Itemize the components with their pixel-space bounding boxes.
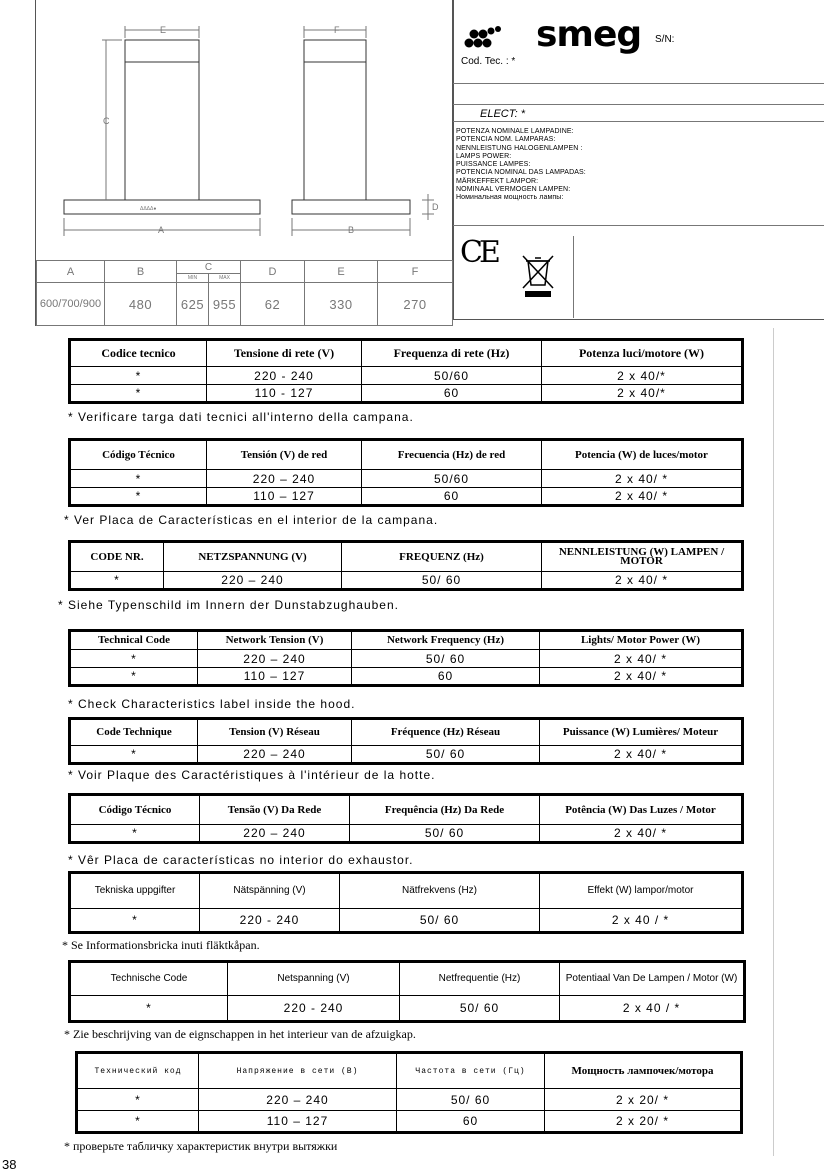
dim-header-b: B: [105, 261, 177, 283]
spec-cell: 220 – 240: [199, 1089, 397, 1111]
spec-header: Fréquence (Hz) Réseau: [352, 719, 540, 746]
spec-header: Codice tecnico: [70, 340, 207, 367]
dim-value-c-max: 955: [209, 283, 241, 326]
spec-cell: *: [70, 996, 228, 1022]
spec-table-en: [68, 629, 744, 687]
ce-mark: CE: [460, 235, 497, 270]
smeg-logo-dots-icon: [464, 25, 504, 49]
spec-cell: 220 - 240: [200, 909, 340, 933]
spec-cell: 2 x 40/ *: [542, 572, 743, 590]
lamp-power-label: Номинальная мощность лампы:: [456, 194, 564, 202]
spec-header: Technical Code: [70, 631, 198, 650]
spec-note-en: * Check Characteristics label inside the hood.: [68, 697, 356, 711]
lamp-power-label: POTENCIA NOM. LAMPARAS:: [456, 136, 556, 144]
spec-table-it: [68, 338, 744, 404]
spec-table-fr: [68, 717, 744, 765]
spec-cell: 2 x 40 / *: [560, 996, 745, 1022]
spec-header: Tensión (V) de red: [207, 440, 362, 470]
spec-header: Code Technique: [70, 719, 198, 746]
spec-cell: 50/ 60: [352, 650, 540, 668]
page-number: 38: [2, 1157, 17, 1172]
dim-value-a: 600/700/900: [37, 283, 105, 326]
spec-header: Tensione di rete (V): [207, 340, 362, 367]
spec-cell: 2 x 40/ *: [540, 668, 743, 686]
brand-logo: smeg: [536, 14, 642, 55]
spec-table-sv: [68, 871, 744, 934]
dim-b-label: B: [348, 225, 355, 235]
spec-cell: 60: [362, 385, 542, 403]
dim-f-label: F: [334, 25, 340, 35]
divider: [453, 225, 824, 226]
spec-note-nl: * Zie beschrijving van de eignschappen in het interieur van de afzuigkap.: [64, 1027, 416, 1041]
spec-note-sv: * Se Informationsbricka inuti fläktkåpan.: [62, 938, 260, 952]
spec-cell: 110 – 127: [198, 668, 352, 686]
cod-tec-label: Cod. Tec. : *: [461, 56, 516, 67]
spec-cell: 50/ 60: [400, 996, 560, 1022]
dim-value-c-min: 625: [177, 283, 209, 326]
spec-cell: 2 x 40/ *: [542, 488, 743, 506]
spec-header: Мощность лампочек/мотора: [545, 1053, 742, 1089]
spec-cell: 2 x 40 / *: [540, 909, 743, 933]
lamp-power-label: LAMPS POWER:: [456, 152, 512, 160]
spec-header: Network Tension (V): [198, 631, 352, 650]
dimension-table: [36, 260, 453, 326]
spec-header: Frecuencia (Hz) de red: [362, 440, 542, 470]
spec-header: Lights/ Motor Power (W): [540, 631, 743, 650]
spec-cell: 60: [397, 1111, 545, 1133]
spec-header: Tekniska uppgifter: [70, 873, 200, 909]
spec-cell: 220 – 240: [200, 825, 350, 843]
spec-cell: 220 – 240: [207, 470, 362, 488]
spec-header: Nätfrekvens (Hz): [340, 873, 540, 909]
spec-cell: 2 x 40/ *: [540, 650, 743, 668]
dim-value-b: 480: [105, 283, 177, 326]
dim-header-c-max: MAX: [209, 274, 241, 283]
lamp-power-label: POTENZA NOMINALE LAMPADINE:: [456, 128, 574, 135]
lamp-power-label: NENNLEISTUNG HALOGENLAMPEN :: [456, 144, 583, 152]
lamp-power-label: POTENCIA NOMINAL DAS LAMPADAS:: [456, 169, 586, 177]
spec-table-pt: [68, 793, 744, 844]
dim-header-d: D: [241, 261, 305, 283]
spec-cell: *: [70, 746, 198, 764]
spec-header: Código Técnico: [70, 795, 200, 825]
spec-header: Potência (W) Das Luzes / Motor: [540, 795, 743, 825]
spec-cell: 2 x 40/ *: [540, 825, 743, 843]
spec-header: Potencia (W) de luces/motor: [542, 440, 743, 470]
spec-header: Netspanning (V): [228, 962, 400, 996]
spec-cell: 2 x 20/ *: [545, 1111, 742, 1133]
spec-header: FREQUENZ (Hz): [342, 542, 542, 572]
spec-cell: 220 – 240: [198, 746, 352, 764]
spec-cell: *: [70, 488, 207, 506]
drawing-control-panel-mark: ΔΔΔΔ●: [140, 206, 157, 212]
spec-cell: 50/ 60: [342, 572, 542, 590]
spec-cell: 50/ 60: [340, 909, 540, 933]
spec-cell: *: [77, 1089, 199, 1111]
weee-bin-icon: [520, 253, 556, 301]
spec-cell: 220 - 240: [228, 996, 400, 1022]
dim-value-e: 330: [305, 283, 378, 326]
spec-header: Netfrequentie (Hz): [400, 962, 560, 996]
spec-cell: 110 – 127: [207, 488, 362, 506]
spec-header: NETZSPANNUNG (V): [164, 542, 342, 572]
dim-header-e: E: [305, 261, 378, 283]
spec-header: Puissance (W) Lumières/ Moteur: [540, 719, 743, 746]
divider: [573, 236, 574, 318]
spec-header: Technische Code: [70, 962, 228, 996]
spec-header: Código Técnico: [70, 440, 207, 470]
spec-cell: 110 - 127: [207, 385, 362, 403]
spec-note-de: * Siehe Typenschild im Innern der Dunstabzughauben.: [58, 598, 399, 612]
spec-header: Технический код: [77, 1053, 199, 1089]
spec-note-ru: * проверьте табличку характеристик внутри вытяжки: [64, 1139, 338, 1153]
spec-cell: 220 - 240: [207, 367, 362, 385]
spec-cell: 2 x 40/*: [542, 385, 743, 403]
hood-dimension-drawing: [35, 0, 453, 326]
lamp-power-labels: [456, 128, 586, 203]
spec-cell: *: [77, 1111, 199, 1133]
serial-number-label: S/N:: [655, 34, 675, 45]
spec-cell: 50/ 60: [350, 825, 540, 843]
spec-cell: 2 x 40/ *: [540, 746, 743, 764]
spec-note-es: * Ver Placa de Características en el interior de la campana.: [64, 513, 439, 527]
dim-c-label: C: [103, 116, 110, 126]
dim-value-f: 270: [378, 283, 453, 326]
spec-cell: 50/60: [362, 367, 542, 385]
spec-header: Tensão (V) Da Rede: [200, 795, 350, 825]
spec-cell: 2 x 40/ *: [542, 470, 743, 488]
lamp-power-label: NOMINAAL VERMOGEN LAMPEN:: [456, 186, 571, 194]
spec-cell: *: [70, 385, 207, 403]
spec-note-fr: * Voir Plaque des Caractéristiques à l'intérieur de la hotte.: [68, 768, 436, 782]
spec-cell: *: [70, 909, 200, 933]
spec-cell: 50/60: [362, 470, 542, 488]
spec-table-es: [68, 438, 744, 507]
dim-header-f: F: [378, 261, 453, 283]
spec-cell: 50/ 60: [397, 1089, 545, 1111]
dim-d-label: D: [432, 202, 439, 212]
spec-cell: *: [70, 825, 200, 843]
spec-header: Tension (V) Réseau: [198, 719, 352, 746]
spec-header: NENNLEISTUNG (W) LAMPEN / MOTOR: [542, 542, 743, 572]
dim-header-c: C: [177, 261, 241, 274]
elect-label: ELECT: *: [480, 108, 526, 120]
dim-header-c-min: MIN: [177, 274, 209, 283]
spec-cell: *: [70, 367, 207, 385]
spec-cell: 2 x 40/*: [542, 367, 743, 385]
spec-cell: *: [70, 668, 198, 686]
spec-header: Напряжение в сети (В): [199, 1053, 397, 1089]
dim-header-a: A: [37, 261, 105, 283]
spec-cell: 60: [352, 668, 540, 686]
lamp-power-label: PUISSANCE LAMPES:: [456, 161, 531, 169]
lamp-power-label: MÄRKEFFEKT LAMPOR:: [456, 177, 539, 185]
spec-cell: *: [70, 470, 207, 488]
spec-header: Effekt (W) lampor/motor: [540, 873, 743, 909]
spec-header: CODE NR.: [70, 542, 164, 572]
divider: [453, 83, 824, 84]
spec-header: Frequenza di rete (Hz): [362, 340, 542, 367]
dim-a-label: A: [158, 225, 165, 235]
spec-cell: 60: [362, 488, 542, 506]
spec-cell: 220 – 240: [164, 572, 342, 590]
spec-header: Potenza luci/motore (W): [542, 340, 743, 367]
spec-header: Potentiaal Van De Lampen / Motor (W): [560, 962, 745, 996]
spec-header: Частота в сети (Гц): [397, 1053, 545, 1089]
divider: [453, 121, 824, 122]
spec-cell: *: [70, 650, 198, 668]
dim-value-d: 62: [241, 283, 305, 326]
spec-cell: 110 – 127: [199, 1111, 397, 1133]
spec-cell: 2 x 20/ *: [545, 1089, 742, 1111]
spec-table-ru: [75, 1051, 743, 1134]
spec-table-nl: [68, 960, 746, 1023]
spec-note-pt: * Vêr Placa de características no interior do exhaustor.: [68, 853, 414, 867]
spec-cell: *: [70, 572, 164, 590]
spec-header: Frequência (Hz) Da Rede: [350, 795, 540, 825]
spec-cell: 50/ 60: [352, 746, 540, 764]
spec-header: Nätspänning (V): [200, 873, 340, 909]
spec-cell: 220 – 240: [198, 650, 352, 668]
dim-e-label: E: [160, 25, 167, 35]
spec-note-it: * Verificare targa dati tecnici all'interno della campana.: [68, 410, 414, 424]
spec-header: Network Frequency (Hz): [352, 631, 540, 650]
hood-outline-diagram: [36, 0, 454, 260]
spec-table-de: [68, 540, 744, 591]
divider: [453, 104, 824, 105]
